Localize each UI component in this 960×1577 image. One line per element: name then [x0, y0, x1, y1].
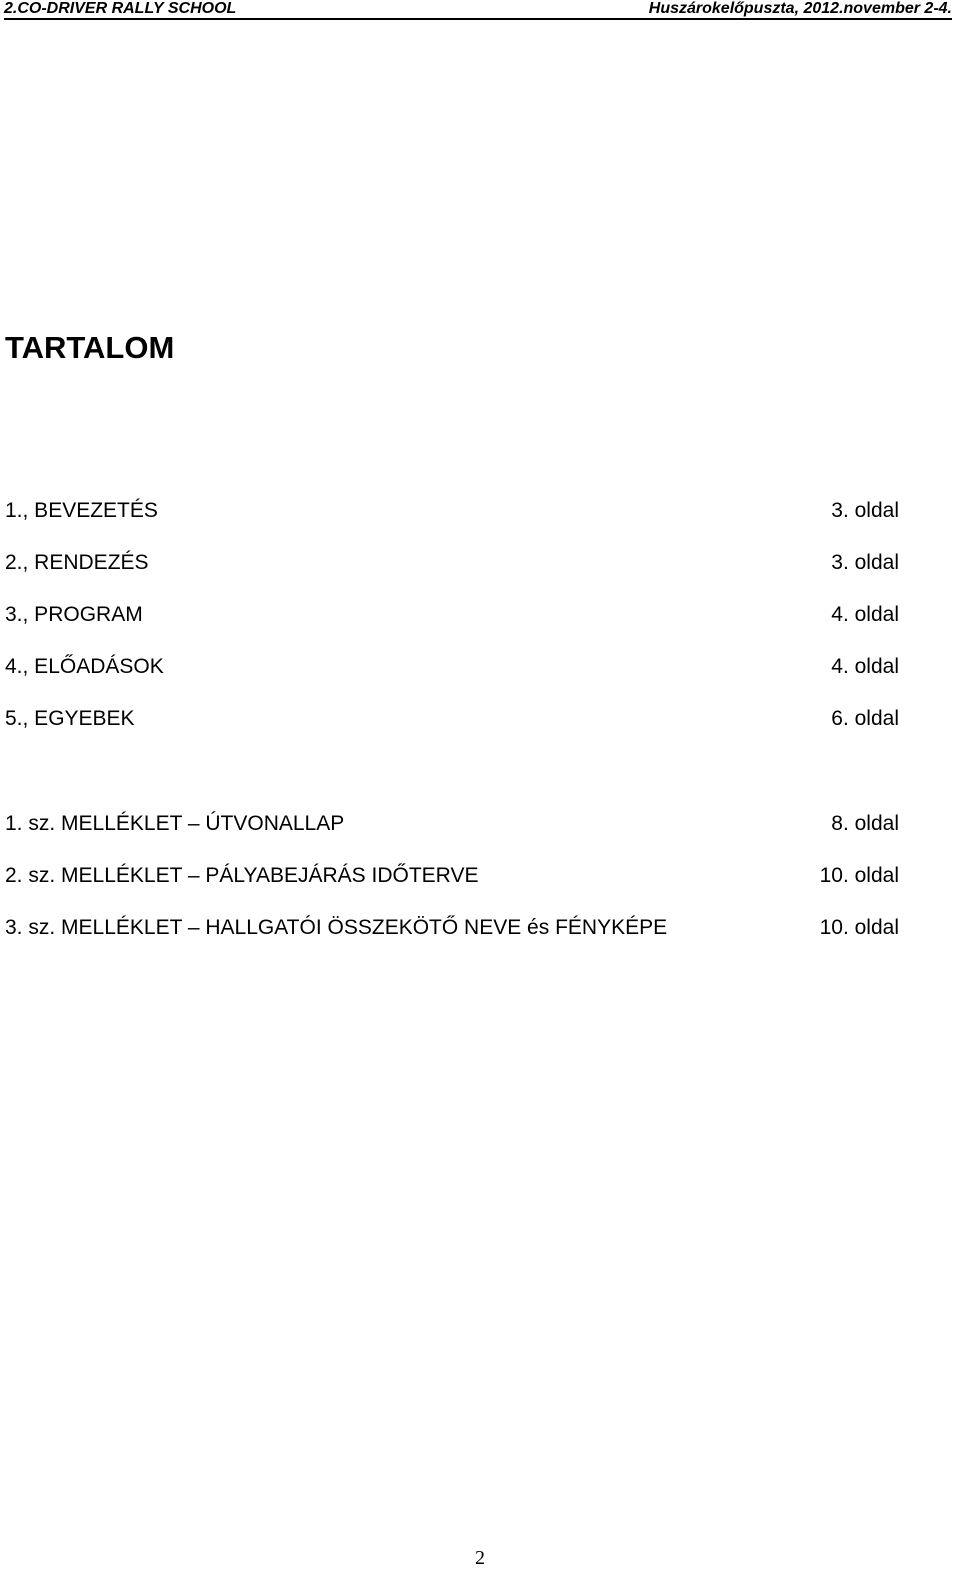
- page-number: 2: [475, 1547, 485, 1569]
- toc-item: [5, 706, 899, 732]
- appendix-item-label: 1. sz. MELLÉKLET – ÚTVONALLAP: [5, 812, 345, 835]
- appendix-item-label: 3. sz. MELLÉKLET – HALLGATÓI ÖSSZEKÖTŐ NEVE és FÉNYKÉPE: [5, 916, 668, 939]
- toc-item-label: 3., PROGRAM: [5, 603, 143, 626]
- appendix-item: [5, 811, 899, 837]
- toc-item-page: 3. oldal: [831, 499, 899, 522]
- page-header: [4, 0, 952, 20]
- appendix-item-label: 2. sz. MELLÉKLET – PÁLYABEJÁRÁS IDŐTERVE: [5, 864, 479, 887]
- appendix-item-page: 10. oldal: [819, 916, 899, 939]
- header-location-date: Huszárokelőpuszta, 2012.november 2-4.: [648, 0, 952, 17]
- toc-item: [5, 602, 899, 628]
- header-school-name: 2.CO-DRIVER RALLY SCHOOL: [4, 0, 237, 17]
- toc-item: [5, 498, 899, 524]
- appendix-item-page: 10. oldal: [819, 864, 899, 887]
- page-title: TARTALOM: [5, 330, 175, 365]
- toc-item: [5, 550, 899, 576]
- appendix-item: [5, 863, 899, 889]
- toc-item-label: 2., RENDEZÉS: [5, 551, 149, 574]
- appendix-item-page: 8. oldal: [831, 812, 899, 835]
- toc-item-label: 4., ELŐADÁSOK: [5, 655, 164, 678]
- toc-item: [5, 654, 899, 680]
- toc-item-label: 5., EGYEBEK: [5, 707, 135, 730]
- toc-item-page: 4. oldal: [831, 603, 899, 626]
- toc-item-page: 6. oldal: [831, 707, 899, 730]
- toc-item-page: 3. oldal: [831, 551, 899, 574]
- toc-item-label: 1., BEVEZETÉS: [5, 499, 158, 522]
- appendix-item: [5, 915, 899, 941]
- toc-item-page: 4. oldal: [831, 655, 899, 678]
